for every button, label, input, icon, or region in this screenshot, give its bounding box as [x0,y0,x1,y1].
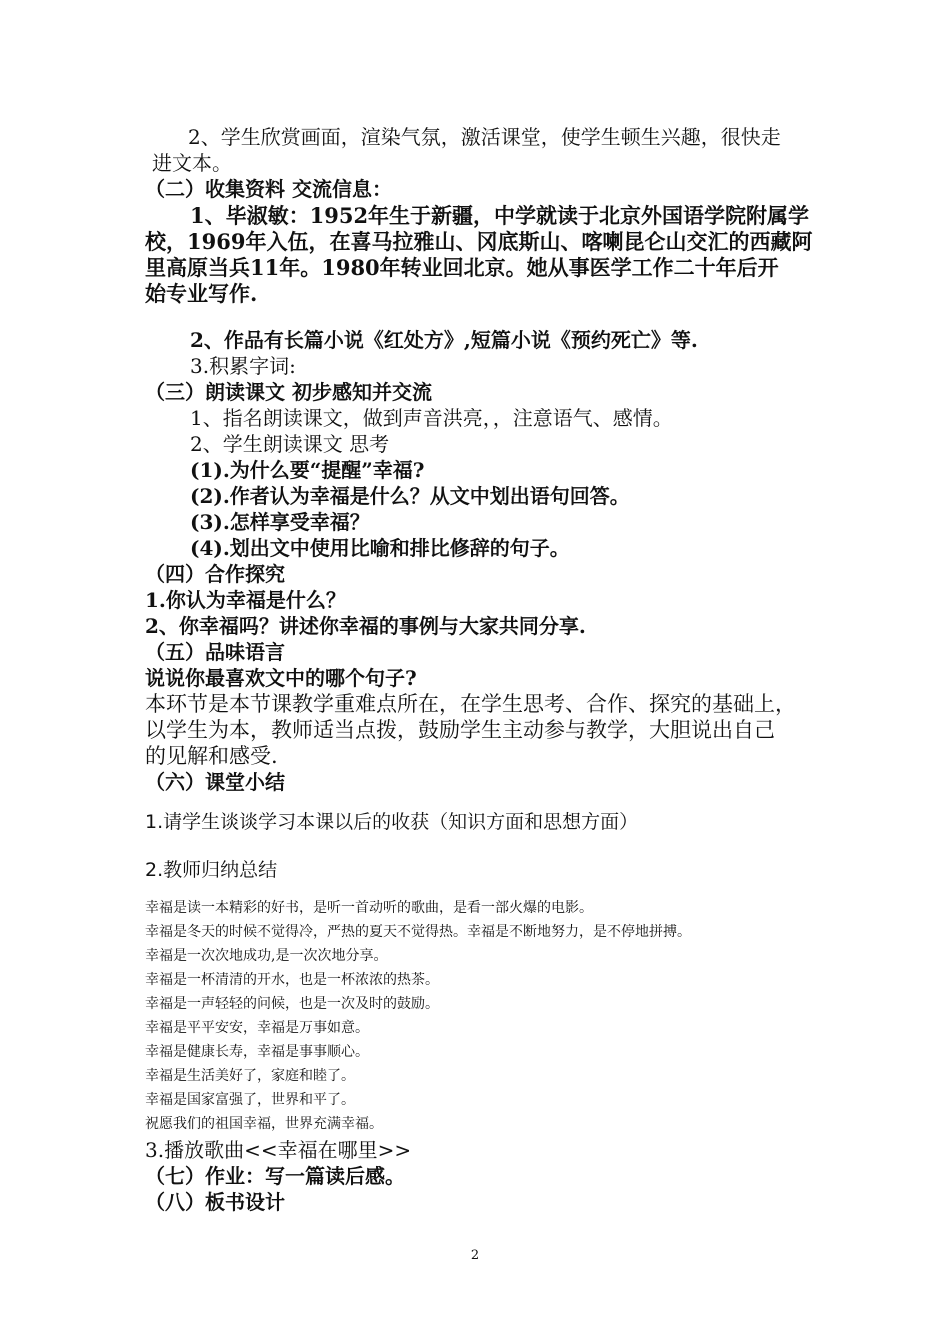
poem-line: 幸福是生活美好了，家庭和睦了。 [145,1068,355,1084]
text-line: 本环节是本节课教学重难点所在，在学生思考、合作、探究的基础上， [145,692,796,716]
poem-line: 幸福是平平安安，幸福是万事如意。 [145,1020,369,1036]
text-line: 里高原当兵11年。1980年转业回北京。她从事医学工作二十年后开 [145,255,779,280]
question-line: (3).怎样享受幸福？ [190,510,370,534]
poem-line: 幸福是冬天的时候不觉得冷，严热的夏天不觉得热。幸福是不断地努力，是不停地拼搏。 [145,924,691,940]
section-heading: （三）朗读课文 初步感知并交流 [145,380,432,404]
section-heading: （五）品味语言 [145,640,285,664]
section-heading: （八）板书设计 [145,1190,285,1214]
section-heading: （二）收集资料 交流信息： [145,177,392,201]
poem-line: 幸福是读一本精彩的好书，是听一首动听的歌曲，是看一部火爆的电影。 [145,900,593,916]
question-line: 2、你幸福吗？讲述你幸福的事例与大家共同分享. [145,614,586,638]
poem-line: 幸福是健康长寿，幸福是事事顺心。 [145,1044,369,1060]
poem-line: 祝愿我们的祖国幸福，世界充满幸福。 [145,1116,383,1132]
text-line: 的见解和感受. [145,744,278,768]
text-line: 1.请学生谈谈学习本课以后的收获（知识方面和思想方面） [145,811,639,833]
text-line: 3.积累字词: [190,354,296,378]
question-line: (2).作者认为幸福是什么？从文中划出语句回答。 [190,484,630,508]
text-line: 1、指名朗读课文，做到声音洪亮，，注意语气、感情。 [190,406,673,430]
poem-line: 幸福是国家富强了，世界和平了。 [145,1092,355,1108]
section-heading: （六）课堂小结 [145,770,285,794]
poem-line: 幸福是一次次地成功,是一次次地分享。 [145,948,388,964]
text-line: 3.播放歌曲<<幸福在哪里>> [145,1138,412,1162]
question-line: (4).划出文中使用比喻和排比修辞的句子。 [190,536,570,560]
text-line: 进文本。 [152,151,232,175]
text-line: 始专业写作. [145,281,258,306]
section-heading: （四）合作探究 [145,562,285,586]
text-line: 以学生为本，教师适当点拨，鼓励学生主动参与教学，大胆说出自己 [145,718,775,742]
text-line: 2、学生朗读课文 思考 [190,432,390,456]
section-heading: （七）作业：写一篇读后感。 [145,1164,405,1188]
text-line: 校，1969年入伍，在喜马拉雅山、冈底斯山、喀喇昆仑山交汇的西藏阿 [145,229,813,254]
text-line: 1、毕淑敏：1952年生于新疆，中学就读于北京外国语学院附属学 [190,203,810,228]
text-line: 2、学生欣赏画面，渲染气氛，激活课堂，使学生顿生兴趣，很快走 [188,125,781,149]
poem-line: 幸福是一声轻轻的问候，也是一次及时的鼓励。 [145,996,439,1012]
question-line: 说说你最喜欢文中的哪个句子? [145,666,417,690]
text-line: 2、作品有长篇小说《红处方》,短篇小说《预约死亡》等. [190,328,698,352]
poem-line: 幸福是一杯清清的开水，也是一杯浓浓的热茶。 [145,972,439,988]
page-number: 2 [470,1248,480,1263]
question-line: (1).为什么要“提醒”幸福? [190,458,425,482]
text-line: 2.教师归纳总结 [145,859,278,881]
question-line: 1.你认为幸福是什么？ [145,588,346,612]
